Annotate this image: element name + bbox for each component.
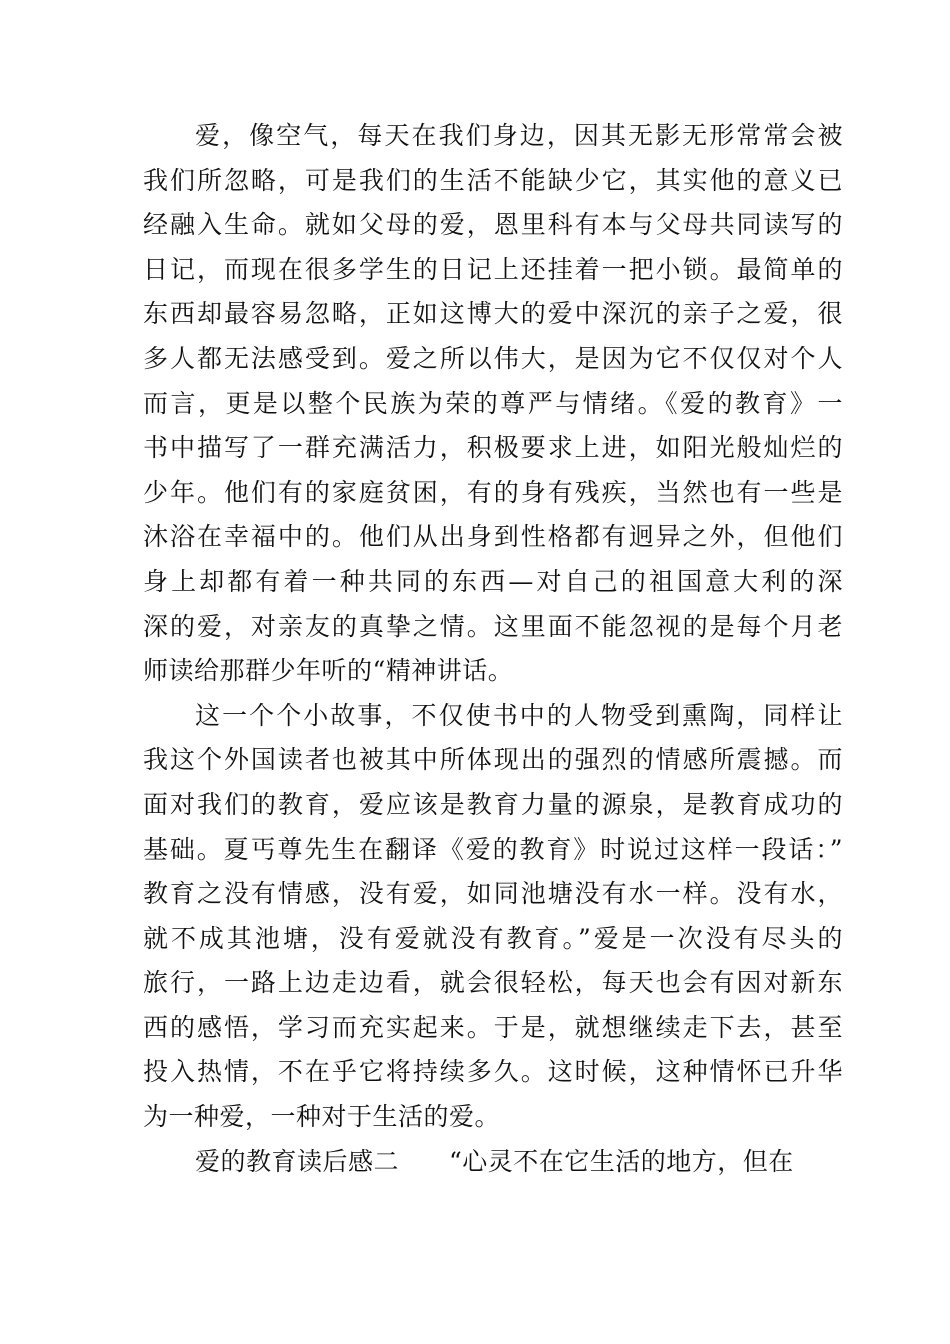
text-line: 为一种爱，一种对于生活的爱。 <box>143 1102 501 1132</box>
text-line: 少年。他们有的家庭贫困，有的身有残疾，当然也有一些是 <box>143 477 843 507</box>
paragraph-2 <box>143 694 843 1140</box>
text-line: 多人都无法感受到。爱之所以伟大，是因为它不仅仅对个人 <box>143 343 843 373</box>
text-line: 基础。夏丐尊先生在翻译《爱的教育》时说过这样一段话：” <box>143 834 843 864</box>
text-line: 师读给那群少年听的“精神讲话。 <box>143 656 514 686</box>
text-line: 这一个个小故事，不仅使书中的人物受到熏陶，同样让 <box>195 700 843 730</box>
text-line: 西的感悟，学习而充实起来。于是，就想继续走下去，甚至 <box>143 1012 843 1042</box>
text-line: 就不成其池塘，没有爱就没有教育。”爱是一次没有尽头的 <box>143 923 843 953</box>
section-heading: 爱的教育读后感二 <box>195 1146 400 1176</box>
text-line: 沐浴在幸福中的。他们从出身到性格都有迥异之外，但他们 <box>143 522 843 552</box>
text-line: 旅行，一路上边走边看，就会很轻松，每天也会有因对新东 <box>143 968 843 998</box>
text-line: 深的爱，对亲友的真挚之情。这里面不能忽视的是每个月老 <box>143 611 843 641</box>
text-line: 爱，像空气，每天在我们身边，因其无影无形常常会被 <box>195 121 843 150</box>
section-opening-text: “心灵不在它生活的地方，但在 <box>449 1146 794 1176</box>
text-line: 日记，而现在很多学生的日记上还挂着一把小锁。最简单的 <box>143 254 843 284</box>
text-line <box>143 1140 843 1185</box>
text-line: 身上却都有着一种共同的东西—对自己的祖国意大利的深 <box>143 566 843 596</box>
text-line: 投入热情，不在乎它将持续多久。这时候，这种情怀已升华 <box>143 1057 843 1087</box>
paragraph-3 <box>143 1140 843 1185</box>
text-line: 书中描写了一群充满活力，积极要求上进，如阳光般灿烂的 <box>143 433 843 463</box>
text-line: 教育之没有情感，没有爱，如同池塘没有水一样。没有水， <box>143 879 843 909</box>
paragraph-1 <box>143 114 843 694</box>
document-body <box>143 114 843 1184</box>
text-line: 面对我们的教育，爱应该是教育力量的源泉，是教育成功的 <box>143 789 843 819</box>
text-line: 而言，更是以整个民族为荣的尊严与情绪。《爱的教育》一 <box>143 388 843 418</box>
text-line: 我这个外国读者也被其中所体现出的强烈的情感所震撼。而 <box>143 745 843 775</box>
text-line: 我们所忽略，可是我们的生活不能缺少它，其实他的意义已 <box>143 165 843 195</box>
text-line: 经融入生命。就如父母的爱，恩里科有本与父母共同读写的 <box>143 210 843 240</box>
text-line: 东西却最容易忽略，正如这博大的爱中深沉的亲子之爱，很 <box>143 299 843 329</box>
